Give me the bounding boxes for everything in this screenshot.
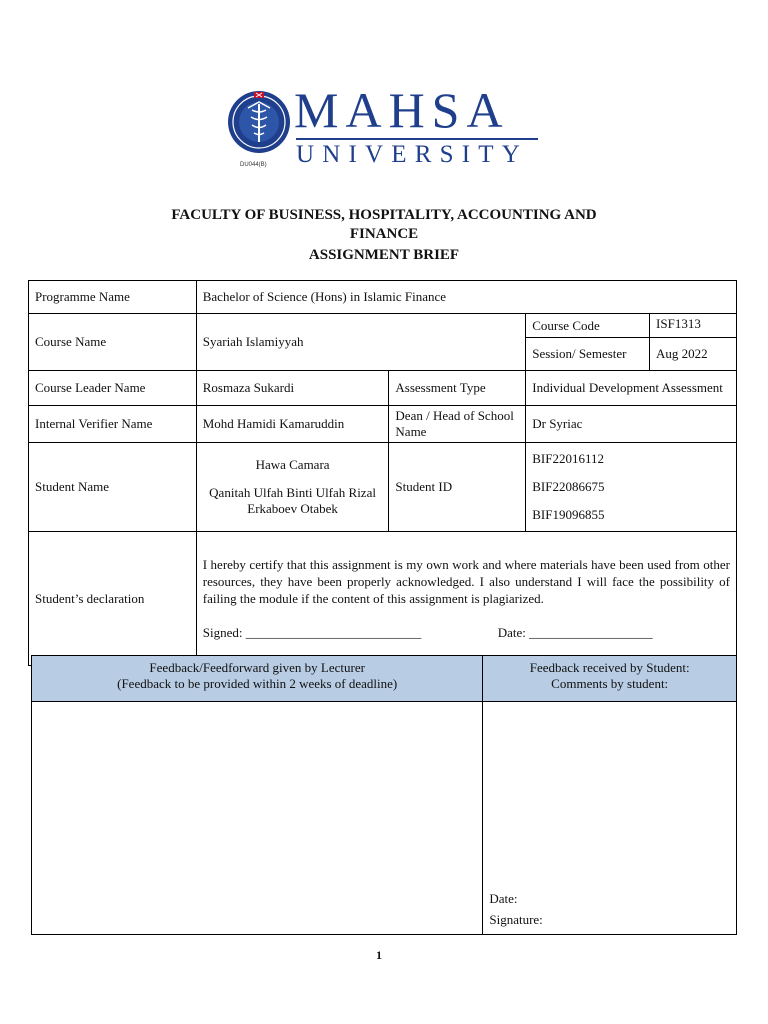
declaration-cell	[196, 532, 736, 666]
course-value: Syariah Islamiyyah	[196, 314, 526, 371]
student-name: Erkaboev Otabek	[247, 501, 338, 516]
student-comments-title: Comments by student:	[551, 676, 669, 691]
feedback-table	[31, 655, 737, 935]
faculty-heading: FACULTY OF BUSINESS, HOSPITALITY, ACCOUNTING AND	[171, 207, 597, 223]
date-field[interactable]: Date: ___________________	[497, 625, 653, 640]
faculty-heading-cont: FINANCE	[349, 226, 419, 242]
student-id: BIF22086675	[532, 479, 605, 494]
course-leader-label: Course Leader Name	[29, 371, 197, 406]
course-code-label: Course Code	[526, 314, 650, 338]
table-row	[29, 314, 737, 338]
student-feedback-header	[483, 656, 737, 702]
student-id: BIF22016112	[532, 451, 604, 466]
assignment-brief-table	[28, 280, 737, 666]
student-id-label: Student ID	[389, 443, 526, 532]
declaration-text: I hereby certify that this assignment is my own work and where materials have been used from other resources, they have been properly acknowledged. I also understand I will face the possibility of failing the module if the content of this assignment is plagiarized.	[202, 557, 730, 606]
declaration-label: Student’s declaration	[29, 532, 197, 666]
session-value: Aug 2022	[650, 338, 737, 371]
table-row	[29, 281, 737, 314]
student-id: BIF19096855	[532, 507, 605, 522]
logo-code: DU044(B)	[240, 162, 267, 168]
document-title: ASSIGNMENT BRIEF	[308, 247, 460, 263]
university-logo	[226, 84, 546, 174]
internal-verifier-label: Internal Verifier Name	[29, 406, 197, 443]
course-label: Course Name	[29, 314, 197, 371]
lecturer-feedback-title: Feedback/Feedforward given by Lecturer	[149, 660, 365, 675]
dean-label: Dean / Head of School Name	[389, 406, 526, 443]
lecturer-feedback-header	[32, 656, 483, 702]
logo-wordmark-bottom: UNIVERSITY	[296, 141, 528, 168]
programme-value: Bachelor of Science (Hons) in Islamic Finance	[196, 281, 736, 314]
programme-label: Programme Name	[29, 281, 197, 314]
university-seal-icon	[226, 84, 292, 168]
student-feedback-area[interactable]	[483, 702, 737, 935]
table-row	[29, 532, 737, 666]
logo-wordmark-top: MAHSA	[294, 82, 510, 138]
session-label: Session/ Semester	[526, 338, 650, 371]
feedback-signature-label: Signature:	[489, 912, 543, 927]
student-ids-cell	[526, 443, 737, 532]
student-name: Qanitah Ulfah Binti Ulfah Rizal	[209, 485, 376, 500]
table-row	[29, 443, 737, 532]
course-leader-value: Rosmaza Sukardi	[196, 371, 389, 406]
feedback-date-label: Date:	[489, 891, 518, 906]
lecturer-feedback-area[interactable]	[32, 702, 483, 935]
internal-verifier-value: Mohd Hamidi Kamaruddin	[196, 406, 389, 443]
dean-value: Dr Syriac	[526, 406, 737, 443]
signed-field[interactable]: Signed: ___________________________	[202, 625, 422, 640]
table-row	[32, 656, 737, 702]
course-code-value: ISF1313	[650, 314, 737, 338]
student-names-cell	[196, 443, 389, 532]
assessment-type-label: Assessment Type	[389, 371, 526, 406]
assessment-type-value: Individual Development Assessment	[526, 371, 737, 406]
table-row	[32, 702, 737, 935]
student-feedback-title: Feedback received by Student:	[529, 660, 690, 675]
student-name-label: Student Name	[29, 443, 197, 532]
table-row	[29, 406, 737, 443]
signature-line	[203, 625, 730, 641]
lecturer-feedback-note: (Feedback to be provided within 2 weeks of deadline)	[117, 676, 398, 691]
student-name: Hawa Camara	[255, 457, 330, 472]
table-row	[29, 371, 737, 406]
page-number: 1	[376, 948, 382, 962]
